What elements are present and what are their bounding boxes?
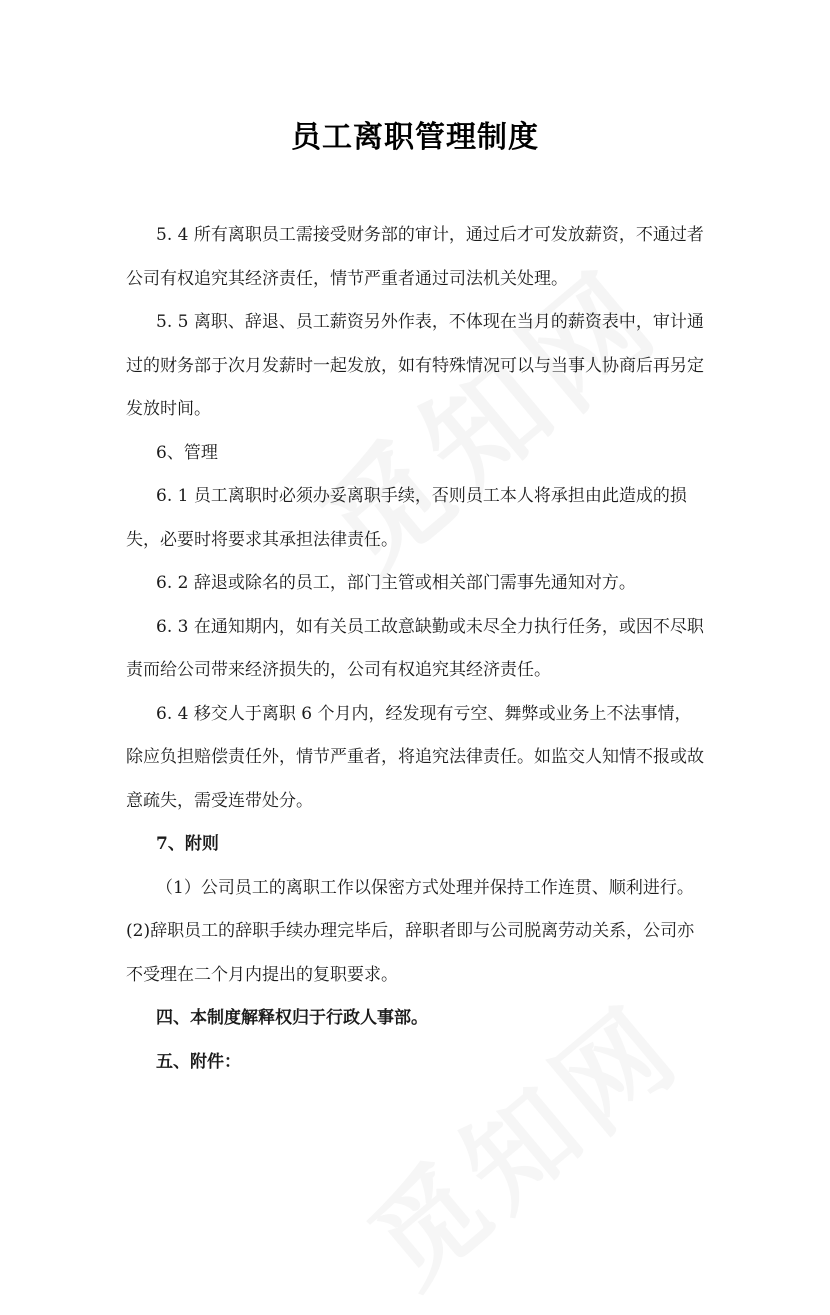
paragraph-6-4: 6. 4 移交人于离职 6 个月内，经发现有亏空、舞弊或业务上不法事情，除应负担赔偿责任外，情节严重者，将追究法律责任。如监交人知情不报或故意疏失，需受连带处分。 <box>126 703 704 811</box>
section-heading-4: 四、本制度解释权归于行政人事部。 <box>156 1008 428 1028</box>
paragraph-6-3: 6. 3 在通知期内，如有关员工故意缺勤或未尽全力执行任务，或因不尽职责而给公司带来经济损失的，公司有权追究其经济责任。 <box>126 616 704 680</box>
paragraph-6-2: 6. 2 辞退或除名的员工，部门主管或相关部门需事先通知对方。 <box>156 573 636 593</box>
document-body <box>126 214 706 1084</box>
paragraph-5-4: 5. 4 所有离职员工需接受财务部的审计，通过后才可发放薪资，不通过者公司有权追究其经济责任，情节严重者通过司法机关处理。 <box>126 225 704 289</box>
section-heading-6: 6、管理 <box>156 442 218 463</box>
paragraph-5-5: 5. 5 离职、辞退、员工薪资另外作表，不体现在当月的薪资表中，审计通过的财务部于次月发薪时一起发放，如有特殊情况可以与当事人协商后再另定发放时间。 <box>126 312 704 419</box>
paragraph-6-1: 6. 1 员工离职时必须办妥离职手续，否则员工本人将承担由此造成的损失，必要时将要求其承担法律责任。 <box>126 486 687 550</box>
paragraph-7-appendix: （1）公司员工的离职工作以保密方式处理并保持工作连贯、顺利进行。(2)辞职员工的辞职手续办理完毕后，辞职者即与公司脱离劳动关系，公司亦不受理在二个月内提出的复职要求。 <box>126 877 695 985</box>
section-heading-7: 7、附则 <box>156 834 219 854</box>
document-title: 员工离职管理制度 <box>291 120 539 155</box>
section-heading-5: 五、附件： <box>156 1051 241 1072</box>
